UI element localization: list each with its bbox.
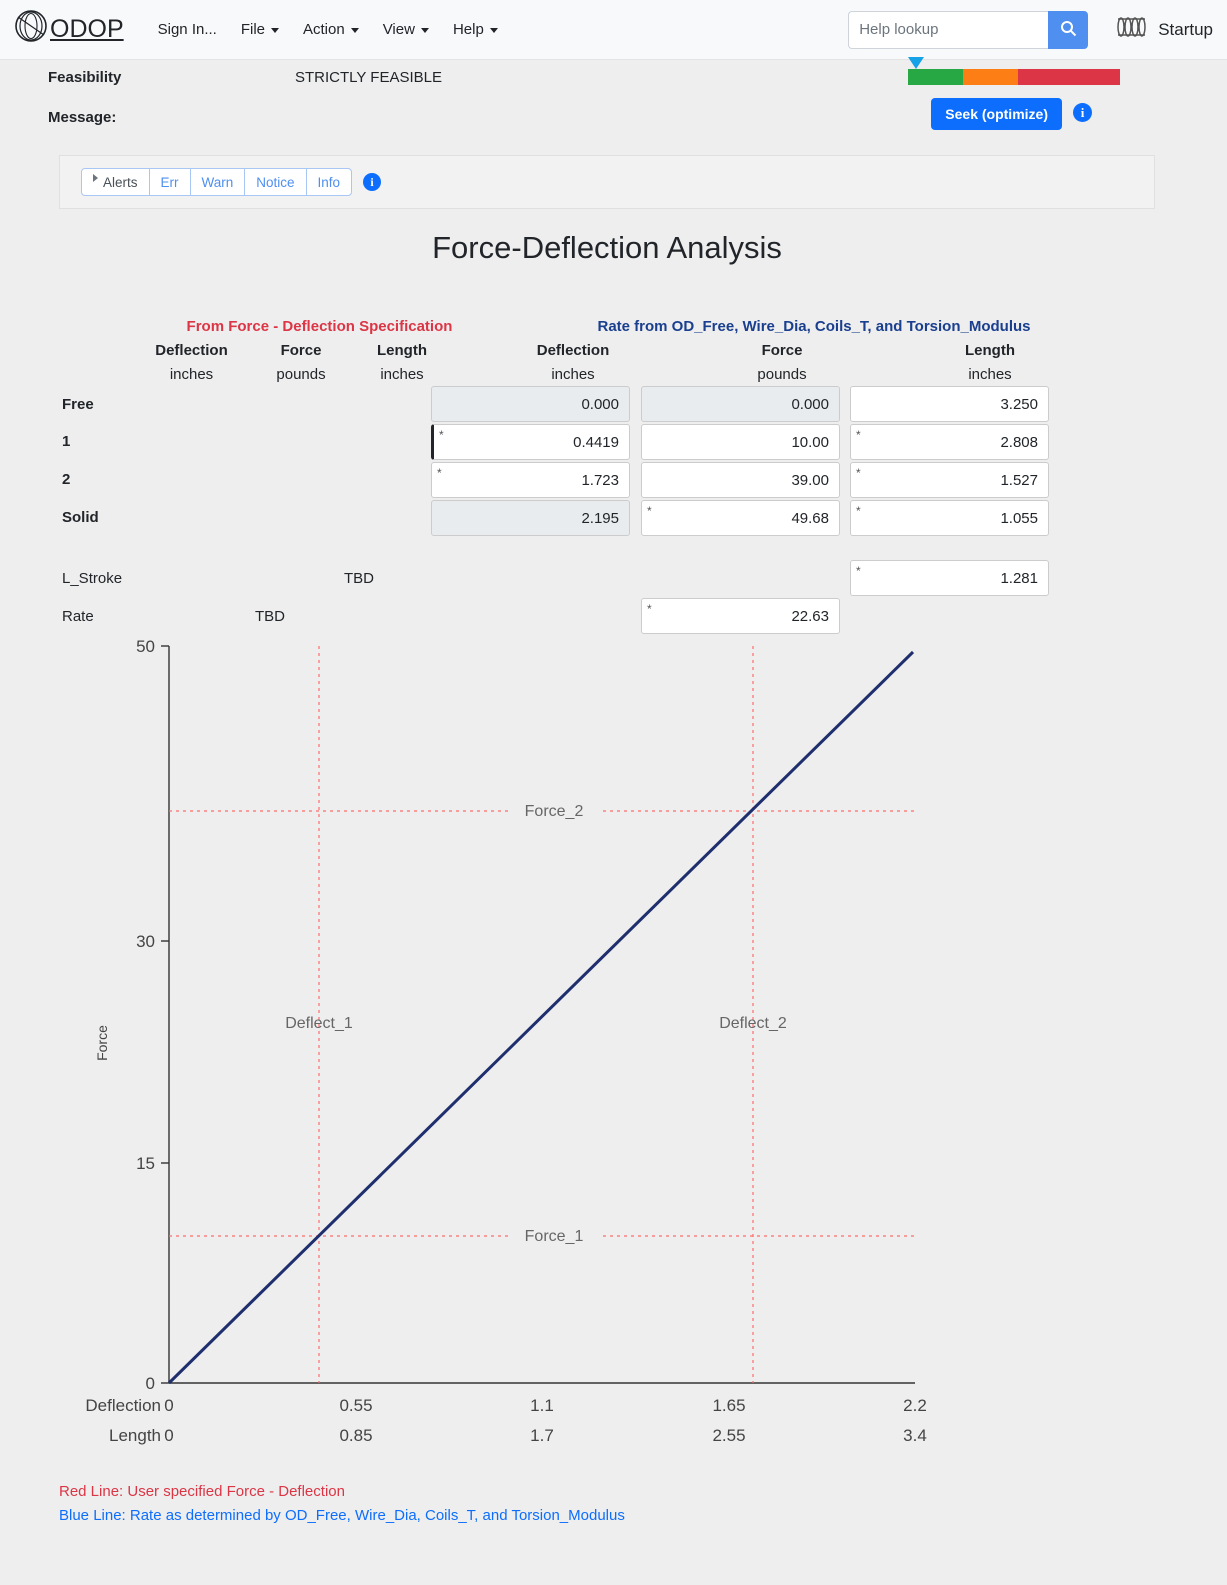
modified-star-icon: * xyxy=(856,564,861,578)
help-search-group xyxy=(848,11,1088,49)
feasibility-value: STRICTLY FEASIBLE xyxy=(295,68,442,86)
modified-star-icon: * xyxy=(647,602,652,616)
chart-svg xyxy=(59,623,1155,1483)
cell-2-length-value: 1.527 xyxy=(1000,471,1038,489)
caret-right-icon xyxy=(93,174,98,182)
cell-1-deflection[interactable] xyxy=(431,424,630,460)
seek-optimize-button[interactable]: Seek (optimize) xyxy=(931,98,1062,130)
modified-star-icon: * xyxy=(856,428,861,442)
modified-star-icon: * xyxy=(647,504,652,518)
row-label-2: 2 xyxy=(62,471,71,488)
ref-label-force-2: Force_2 xyxy=(524,803,584,820)
cell-1-length-value: 2.808 xyxy=(1000,433,1038,451)
rate-line xyxy=(169,652,913,1383)
brand-name: ODOP xyxy=(50,15,124,43)
modified-star-icon: * xyxy=(437,466,442,480)
status-gauge-marker xyxy=(908,57,924,69)
search-input[interactable] xyxy=(848,11,1048,49)
x-tick-defl-22: 2.2 xyxy=(903,1396,927,1415)
cell-solid-length[interactable] xyxy=(850,500,1049,536)
x-axis-label-length: Length xyxy=(109,1426,161,1445)
col-header-deflection-left: Deflection xyxy=(155,342,228,359)
search-icon xyxy=(1060,20,1077,40)
y-tick-0: 0 xyxy=(145,1374,155,1393)
alerts-warn-button[interactable]: Warn xyxy=(190,168,246,196)
force-deflection-table xyxy=(59,260,1155,645)
info-icon[interactable]: i xyxy=(1073,103,1092,122)
spring-coil-icon xyxy=(1114,16,1150,43)
alerts-toggle-button[interactable] xyxy=(81,168,150,196)
cell-2-length[interactable] xyxy=(850,462,1049,498)
startup-button[interactable] xyxy=(1114,16,1213,43)
alerts-err-button[interactable]: Err xyxy=(149,168,191,196)
menu-view[interactable]: View xyxy=(371,15,441,44)
cell-2-deflection-value: 1.723 xyxy=(581,471,619,489)
alerts-info-icon[interactable]: i xyxy=(363,173,381,191)
cell-solid-deflection[interactable]: 2.195 xyxy=(431,500,630,536)
cell-1-deflection-value: 0.4419 xyxy=(573,433,619,451)
gauge-segment-green xyxy=(908,69,963,85)
alerts-notice-button[interactable]: Notice xyxy=(244,168,306,196)
alerts-button-group xyxy=(81,168,351,196)
x-tick-len-34: 3.4 xyxy=(903,1426,927,1445)
x-tick-defl-11: 1.1 xyxy=(530,1396,554,1415)
cell-free-force[interactable]: 0.000 xyxy=(641,386,840,422)
feasibility-bar xyxy=(0,60,1227,94)
alerts-info-button[interactable]: Info xyxy=(306,168,353,196)
modified-star-icon: * xyxy=(856,504,861,518)
ref-label-deflect-2: Deflect_2 xyxy=(719,1015,787,1032)
menu-file[interactable]: File xyxy=(229,15,291,44)
startup-label: Startup xyxy=(1158,19,1213,39)
col-header-length-right: Length xyxy=(965,342,1015,359)
col-header-force-right: Force xyxy=(761,342,803,359)
col-unit-force-left: pounds xyxy=(276,366,326,383)
odop-spring-logo-icon xyxy=(14,9,48,50)
cell-l-stroke-length[interactable] xyxy=(850,560,1049,596)
left-group-header: From Force - Deflection Specification xyxy=(186,318,453,335)
x-tick-defl-0: 0 xyxy=(164,1396,174,1415)
cell-rate-value: 22.63 xyxy=(791,607,829,625)
alerts-toggle-label: Alerts xyxy=(103,174,138,190)
rate-tbd: TBD xyxy=(255,608,285,625)
l-stroke-label: L_Stroke xyxy=(62,570,123,587)
cell-l-stroke-value: 1.281 xyxy=(1000,569,1038,587)
sign-in-link[interactable]: Sign In... xyxy=(157,21,217,38)
col-unit-deflection-left: inches xyxy=(169,366,214,383)
l-stroke-tbd: TBD xyxy=(344,570,374,587)
gauge-segment-orange xyxy=(963,69,1018,85)
message-label: Message: xyxy=(48,108,117,126)
right-group-header: Rate from OD_Free, Wire_Dia, Coils_T, and Torsion_Modulus xyxy=(597,318,1031,335)
x-tick-len-0: 0 xyxy=(164,1426,174,1445)
cell-1-length[interactable] xyxy=(850,424,1049,460)
main-content xyxy=(59,219,1155,1524)
row-label-solid: Solid xyxy=(62,509,99,526)
top-navbar xyxy=(0,0,1227,60)
cell-1-force[interactable]: 10.00 xyxy=(641,424,840,460)
x-axis-label-deflection: Deflection xyxy=(85,1396,161,1415)
y-tick-15: 15 xyxy=(136,1154,155,1173)
alerts-panel xyxy=(59,155,1155,209)
modified-star-icon: * xyxy=(439,428,444,442)
cell-solid-length-value: 1.055 xyxy=(1000,509,1038,527)
x-tick-len-255: 2.55 xyxy=(712,1426,746,1445)
message-bar xyxy=(0,94,1227,140)
col-header-deflection-right: Deflection xyxy=(536,342,610,359)
menu-action[interactable]: Action xyxy=(291,15,371,44)
legend-blue-line: Blue Line: Rate as determined by OD_Free, Wire_Dia, Coils_T, and Torsion_Modulus xyxy=(59,1507,625,1524)
ref-label-deflect-1: Deflect_1 xyxy=(285,1015,353,1032)
col-unit-length-right: inches xyxy=(968,366,1012,383)
cell-free-deflection[interactable]: 0.000 xyxy=(431,386,630,422)
menu-help[interactable]: Help xyxy=(441,15,510,44)
x-tick-defl-055: 0.55 xyxy=(339,1396,373,1415)
x-tick-len-17: 1.7 xyxy=(530,1426,554,1445)
x-tick-defl-165: 1.65 xyxy=(712,1396,746,1415)
row-label-1: 1 xyxy=(62,433,71,450)
legend-red-line: Red Line: User specified Force - Deflection xyxy=(59,1483,345,1500)
y-tick-50: 50 xyxy=(136,637,155,656)
col-header-length-left: Length xyxy=(377,342,427,359)
cell-2-force[interactable]: 39.00 xyxy=(641,462,840,498)
y-tick-30: 30 xyxy=(136,932,155,951)
force-deflection-chart xyxy=(59,623,1155,1524)
col-header-force-left: Force xyxy=(280,342,322,359)
cell-solid-force-value: 49.68 xyxy=(791,509,829,527)
ref-label-force-1: Force_1 xyxy=(524,1228,584,1245)
col-unit-force-right: pounds xyxy=(757,366,807,383)
row-label-free: Free xyxy=(62,396,94,413)
status-gauge xyxy=(908,69,1120,85)
rate-label: Rate xyxy=(62,608,94,625)
col-unit-length-left: inches xyxy=(380,366,424,383)
modified-star-icon: * xyxy=(856,466,861,480)
x-tick-len-085: 0.85 xyxy=(339,1426,373,1445)
col-unit-deflection-right: inches xyxy=(551,366,595,383)
cell-2-deflection[interactable] xyxy=(431,462,630,498)
page-title: Force-Deflection Analysis xyxy=(432,230,782,265)
y-axis-label: Force xyxy=(94,1025,110,1061)
search-button[interactable] xyxy=(1048,11,1088,49)
feasibility-label: Feasibility xyxy=(48,68,122,86)
cell-solid-force[interactable] xyxy=(641,500,840,536)
gauge-segment-red xyxy=(1018,69,1120,85)
cell-free-length[interactable]: 3.250 xyxy=(850,386,1049,422)
brand-logo-link[interactable] xyxy=(14,9,124,50)
